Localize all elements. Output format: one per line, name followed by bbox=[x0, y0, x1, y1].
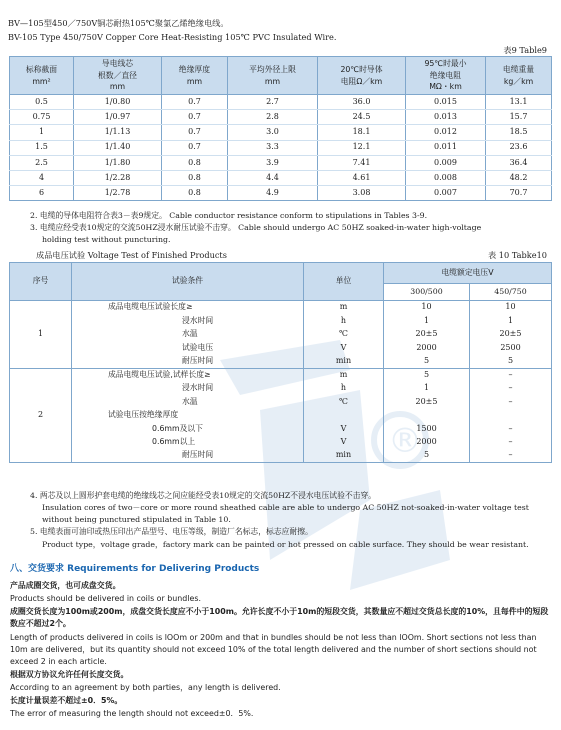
table10-cell: 20±5 bbox=[384, 395, 470, 409]
table10-header-cond: 试验条件 bbox=[72, 263, 304, 301]
table10-row bbox=[10, 422, 552, 436]
table10-cell: 成品电缆电压试验长度≥ bbox=[72, 301, 304, 315]
svg-text:®: ® bbox=[388, 421, 422, 461]
table9-cell: 24.5 bbox=[318, 110, 406, 125]
table9-row bbox=[10, 170, 552, 185]
doc-title-en: BV-105 Type 450/750V Copper Core Heat-Resisting 105℃ PVC Insulated Wire. bbox=[8, 32, 337, 42]
table10-cell: V bbox=[304, 341, 384, 355]
table9-cell: 1/1.40 bbox=[74, 140, 162, 155]
table9 bbox=[9, 56, 552, 201]
table9-cell: 0.008 bbox=[406, 170, 486, 185]
table9-header-cell: 20℃时导体 电阻Ω／km bbox=[318, 57, 406, 95]
table10-cell: 2500 bbox=[470, 341, 552, 355]
table9-cell: 1/1.13 bbox=[74, 125, 162, 140]
table9-cell: 4.61 bbox=[318, 170, 406, 185]
table10-header-rated: 电缆额定电压V bbox=[384, 263, 552, 284]
table9-cell: 0.015 bbox=[406, 95, 486, 110]
table10-row bbox=[10, 341, 552, 355]
table10-cell: 浸水时间 bbox=[72, 314, 304, 328]
table9-header-cell: 绝缘厚度 mm bbox=[162, 57, 228, 95]
table10-cell: 1 bbox=[470, 314, 552, 328]
section8-line: Length of products delivered in coils is lOOm or 200m and that in bundles should be not less than lOOm. Short sections not less than 10m are delivered，but its quantity should not exceed 10% of the total length delivered and the number of short sections should not exceed 2 in each article. bbox=[10, 632, 537, 666]
table9-cell: 0.009 bbox=[406, 155, 486, 170]
table10-cell: m bbox=[304, 301, 384, 315]
table9-cell: 2.7 bbox=[228, 95, 318, 110]
note-4b: Insulation cores of two－core or more round sheathed cable are able to undergo AC 50HZ not-soaked-in-water voltage test bbox=[42, 503, 529, 513]
table10-header-no: 序号 bbox=[10, 263, 72, 301]
table10-cell: 5 bbox=[470, 355, 552, 369]
table10-title: 成品电压试验 Voltage Test of Finished Products bbox=[36, 250, 227, 260]
table10-row bbox=[10, 449, 552, 463]
table10-row bbox=[10, 436, 552, 450]
table9-cell: 0.7 bbox=[162, 140, 228, 155]
table10-cell: V bbox=[304, 422, 384, 436]
table9-cell: 1 bbox=[10, 125, 74, 140]
table10-row bbox=[10, 301, 552, 315]
table10-row bbox=[10, 328, 552, 342]
table9-cell: 36.0 bbox=[318, 95, 406, 110]
table9-header-cell: 电缆重量 kg／km bbox=[486, 57, 552, 95]
table9-cell: 48.2 bbox=[486, 170, 552, 185]
table9-cell: 0.7 bbox=[162, 110, 228, 125]
note-4c: without being punctured stipulated in Table 10. bbox=[42, 515, 231, 525]
table9-cell: 18.1 bbox=[318, 125, 406, 140]
table10-cell: min bbox=[304, 355, 384, 369]
table10-cell: 水温 bbox=[72, 328, 304, 342]
table9-cell: 4.4 bbox=[228, 170, 318, 185]
section8-line: 产品成圈交货，也可成盘交货。 bbox=[10, 581, 121, 590]
table10-cell: 浸水时间 bbox=[72, 382, 304, 396]
table9-cell: 1.5 bbox=[10, 140, 74, 155]
table10-row bbox=[10, 382, 552, 396]
table9-cell: 1/1.80 bbox=[74, 155, 162, 170]
table10-cell: – bbox=[470, 436, 552, 450]
table9-cell: 1/0.80 bbox=[74, 95, 162, 110]
table10-cell: 试验电压 bbox=[72, 341, 304, 355]
notes2-block bbox=[30, 491, 550, 552]
table10-cell: 成品电缆电压试验,试样长度≥ bbox=[72, 368, 304, 382]
notes-block bbox=[30, 211, 481, 247]
table10-cell: 20±5 bbox=[470, 328, 552, 342]
note-4a: 4. 两芯及以上圆形护套电缆的绝缘线芯之间应能经受表10规定的交流50HZ不浸水电压试验不击穿。 bbox=[30, 491, 377, 500]
table9-cell: 4 bbox=[10, 170, 74, 185]
table9-cell: 0.011 bbox=[406, 140, 486, 155]
section8-line: 根据双方协议允许任何长度交货。 bbox=[10, 669, 129, 679]
table9-cell: 1/2.78 bbox=[74, 186, 162, 201]
table10-cell: 1 bbox=[384, 382, 470, 396]
table10-cell: 10 bbox=[470, 301, 552, 315]
table9-row bbox=[10, 186, 552, 201]
table10-cell: 5 bbox=[384, 368, 470, 382]
table9-cell: 2.5 bbox=[10, 155, 74, 170]
note-5a: 5. 电缆表面可油印或热压印出产品型号、电压等级，制造厂名标志，标志应耐擦。 bbox=[30, 527, 313, 537]
table9-cell: 0.8 bbox=[162, 170, 228, 185]
section8-line: Products should be delivered in coils or bundles. bbox=[10, 594, 201, 604]
table9-cell: 2.8 bbox=[228, 110, 318, 125]
table10-cell: 0.6mm及以下 bbox=[72, 422, 304, 436]
table10-header-unit: 单位 bbox=[304, 263, 384, 301]
table9-cell: 0.007 bbox=[406, 186, 486, 201]
table10-cell: – bbox=[470, 382, 552, 396]
table10-cell: 耐压时间 bbox=[72, 355, 304, 369]
table9-label: 表9 Table9 bbox=[503, 45, 547, 55]
table9-cell: 0.012 bbox=[406, 125, 486, 140]
table9-row bbox=[10, 95, 552, 110]
table9-header-cell: 标称截面 mm² bbox=[10, 57, 74, 95]
table9-cell: 0.7 bbox=[162, 125, 228, 140]
table9-cell: 0.5 bbox=[10, 95, 74, 110]
table10-cell: h bbox=[304, 314, 384, 328]
table10-header-v2: 450/750 bbox=[470, 284, 552, 301]
table10-cell: – bbox=[470, 449, 552, 463]
table10-row bbox=[10, 368, 552, 382]
table9-row bbox=[10, 140, 552, 155]
table9-cell: 36.4 bbox=[486, 155, 552, 170]
table10-cell: m bbox=[304, 368, 384, 382]
note-5b: Product type，voltage grade，factory mark can be painted or hot pressed on cable surface. They should be wear resistant. bbox=[42, 539, 529, 549]
table9-row bbox=[10, 125, 552, 140]
table9-cell: 15.7 bbox=[486, 110, 552, 125]
table10-cell: 5 bbox=[384, 449, 470, 463]
table9-cell: 6 bbox=[10, 186, 74, 201]
table10-cell: 耐压时间 bbox=[72, 449, 304, 463]
table10-cell: – bbox=[470, 368, 552, 382]
table10-cell: 10 bbox=[384, 301, 470, 315]
table9-row bbox=[10, 110, 552, 125]
table9-header-cell: 平均外径上限 mm bbox=[228, 57, 318, 95]
section8-line: 长度计量误差不超过±0．5%。 bbox=[10, 696, 123, 706]
table9-cell: 70.7 bbox=[486, 186, 552, 201]
table9-cell: 0.013 bbox=[406, 110, 486, 125]
doc-title-cn: BV—105型450／750V铜芯耐热105℃聚氯乙烯绝缘电线。 bbox=[8, 18, 229, 28]
section8-body bbox=[10, 580, 550, 722]
table9-cell: 23.6 bbox=[486, 140, 552, 155]
table9-cell: 1/0.97 bbox=[74, 110, 162, 125]
table10-cell: – bbox=[470, 422, 552, 436]
table10-row bbox=[10, 314, 552, 328]
table10-cell: – bbox=[470, 395, 552, 409]
table10-cell bbox=[384, 409, 470, 423]
table10-label: 表 10 Tabke10 bbox=[488, 250, 547, 260]
table9-cell: 3.08 bbox=[318, 186, 406, 201]
table10-cell: 水温 bbox=[72, 395, 304, 409]
table10-cell: 2000 bbox=[384, 436, 470, 450]
table9-cell: 1/2.28 bbox=[74, 170, 162, 185]
table9-cell: 7.41 bbox=[318, 155, 406, 170]
table9-cell: 0.8 bbox=[162, 186, 228, 201]
table10-header-v1: 300/500 bbox=[384, 284, 470, 301]
table10 bbox=[9, 262, 552, 463]
table10-row bbox=[10, 409, 552, 423]
table9-cell: 0.75 bbox=[10, 110, 74, 125]
section8-line: The error of measuring the length should not exceed±0．5%. bbox=[10, 709, 254, 719]
table10-cell: ℃ bbox=[304, 328, 384, 342]
table9-cell: 12.1 bbox=[318, 140, 406, 155]
section8-line: According to an agreement by both parties，any length is delivered. bbox=[10, 682, 281, 692]
table10-cell bbox=[470, 409, 552, 423]
table9-cell: 3.3 bbox=[228, 140, 318, 155]
table10-cell: 1500 bbox=[384, 422, 470, 436]
table10-group-number: 2 bbox=[10, 368, 72, 463]
section8-heading: 八、交货要求 Requirements for Delivering Products bbox=[10, 564, 260, 574]
table10-cell: V bbox=[304, 436, 384, 450]
table10-cell: 试验电压按绝缘厚度 bbox=[72, 409, 304, 423]
table10-group-number: 1 bbox=[10, 301, 72, 369]
table10-cell: 1 bbox=[384, 314, 470, 328]
table10-cell: 2000 bbox=[384, 341, 470, 355]
table10-cell: 5 bbox=[384, 355, 470, 369]
table9-cell: 0.7 bbox=[162, 95, 228, 110]
table9-cell: 0.8 bbox=[162, 155, 228, 170]
note-3b: holding test without puncturing. bbox=[42, 235, 171, 245]
table9-header-cell: 导电线芯 根数／直径 mm bbox=[74, 57, 162, 95]
table9-cell: 3.9 bbox=[228, 155, 318, 170]
table9-row bbox=[10, 155, 552, 170]
table9-cell: 13.1 bbox=[486, 95, 552, 110]
table10-cell: 20±5 bbox=[384, 328, 470, 342]
table10-row bbox=[10, 395, 552, 409]
table9-cell: 3.0 bbox=[228, 125, 318, 140]
table9-header-row bbox=[10, 57, 552, 95]
table10-cell: 0.6mm以上 bbox=[72, 436, 304, 450]
table10-cell: ℃ bbox=[304, 395, 384, 409]
table10-cell bbox=[304, 409, 384, 423]
table10-row bbox=[10, 355, 552, 369]
table9-cell: 18.5 bbox=[486, 125, 552, 140]
note-2: 2. 电缆的导体电阻符合表3－表9规定。 Cable conductor resistance conform to stipulations in Tables 3-9. bbox=[30, 211, 428, 220]
table9-cell: 4.9 bbox=[228, 186, 318, 201]
table10-cell: h bbox=[304, 382, 384, 396]
note-3a: 3. 电缆应经受表10规定的交流50HZ浸水耐压试验不击穿。 Cable should undergo AC 50HZ soaked-in-water high-voltage bbox=[30, 223, 482, 233]
table9-header-cell: 95℃时最小 绝缘电阻 MΩ・km bbox=[406, 57, 486, 95]
table10-cell: min bbox=[304, 449, 384, 463]
section8-line: 成圈交货长度为100m或200m，成盘交货长度应不小于100m。允许长度不小于10m的短段交货，其数量应不超过交货总长度的10%，且每件中的短段数应不超过2个。 bbox=[10, 607, 549, 629]
